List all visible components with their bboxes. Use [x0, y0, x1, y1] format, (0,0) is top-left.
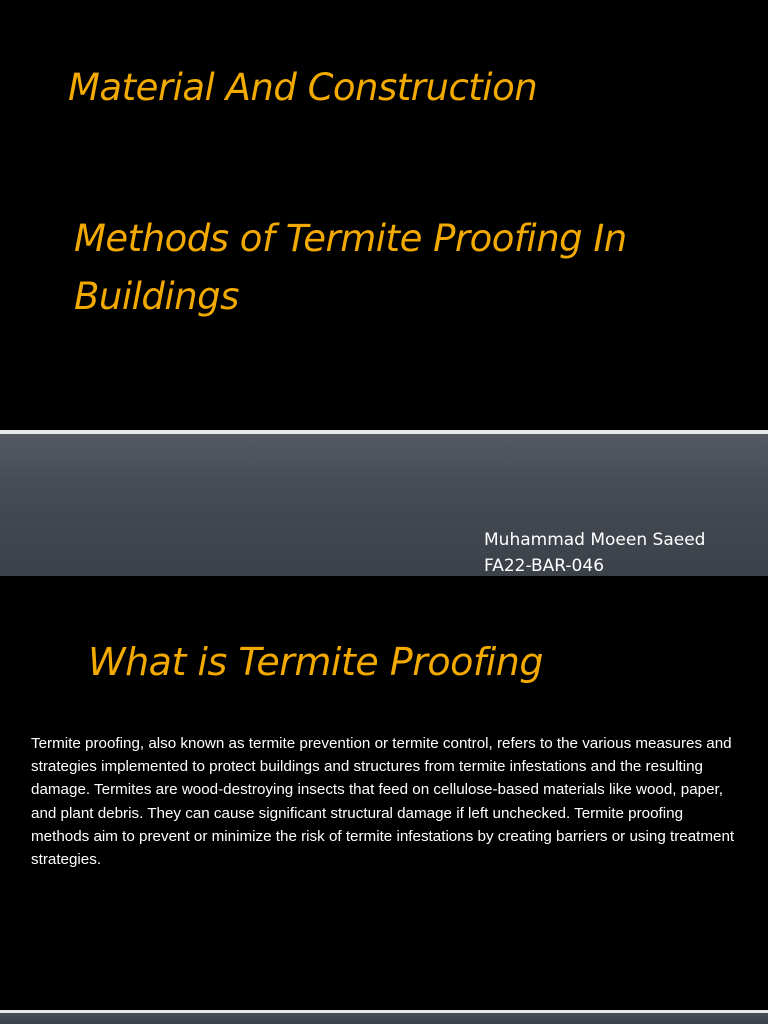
title-slide	[0, 0, 768, 430]
author-block	[484, 527, 705, 579]
bottom-band	[0, 1010, 768, 1024]
slide-subtitle: Methods of Termite Proofing In Buildings	[74, 217, 627, 318]
content-heading: What is Termite Proofing	[88, 640, 543, 684]
author-id: FA22-BAR-046	[484, 556, 605, 576]
slide-title: Material And Construction	[68, 66, 538, 109]
content-body: Termite proofing, also known as termite prevention or termite control, refers to the various measures and strategies implemented to protect buildings and structures from termite infestations and the resulting damage. Termites are wood-destroying insects that feed on cellulose-based materials like wood, paper, and plant debris. They can cause significant structural damage if left unchecked. Termite proofing methods aim to prevent or minimize the risk of termite infestations by creating barriers or using treatment strategies.	[31, 735, 735, 869]
author-name: Muhammad Moeen Saeed	[484, 530, 706, 550]
